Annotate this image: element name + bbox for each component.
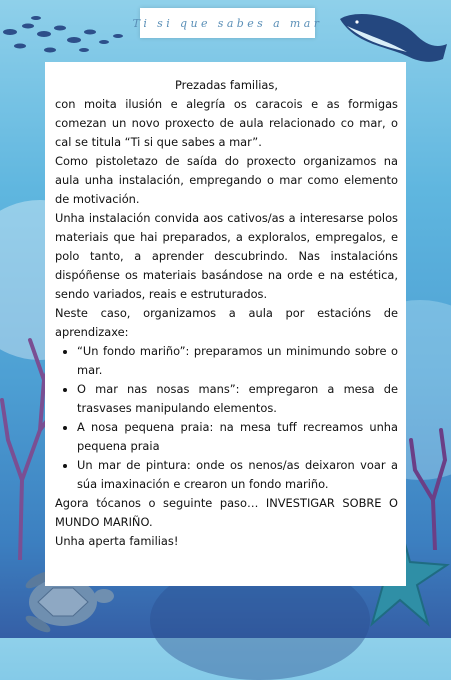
letter-greeting: Prezadas familias, <box>175 78 278 92</box>
letter-paragraph: Unha instalación convida aos cativos/as a interesarse polos materiais que hai preparados, a exploralos, empregalos, e polo tanto, a aprender descubrindo. Nas instalacións dispóñense os materiais basándose na orde e na estética, sendo variados, reais e estruturados. <box>55 211 398 301</box>
stations-list <box>55 342 398 494</box>
letter-closing: Unha aperta familias! <box>55 534 179 548</box>
letter-paragraph: Como pistoletazo de saída do proxecto organizamos na aula unha instalación, empregando o mar como elemento de motivación. <box>55 154 398 206</box>
letter-paragraph: con moita ilusión e alegría os caracois e as formigas comezan un novo proxecto de aula relacionado co mar, o cal se titula “Ti si que sabes a mar”. <box>55 97 398 149</box>
list-item: • Un mar de pintura: onde os nenos/as deixaron voar a súa imaxinación e crearon un fondo mariño. <box>77 456 398 494</box>
letter-paragraph: Agora tócanos o seguinte paso… INVESTIGAR SOBRE O MUNDO MARIÑO. <box>55 496 398 529</box>
header-title: Ti si que sabes a mar <box>132 16 323 30</box>
list-item: • “Un fondo mariño”: preparamos un minimundo sobre o mar. <box>77 342 398 380</box>
letter-paragraph: Neste caso, organizamos a aula por estacións de aprendizaxe: <box>55 306 398 339</box>
fish-school-icon <box>0 12 140 62</box>
list-item: • A nosa pequena praia: na mesa tuff recreamos unha pequena praia <box>77 418 398 456</box>
letter-body <box>55 76 398 551</box>
header-banner <box>132 8 323 38</box>
list-item: • O mar nas nosas mans”: empregaron a mesa de trasvases manipulando elementos. <box>77 380 398 418</box>
